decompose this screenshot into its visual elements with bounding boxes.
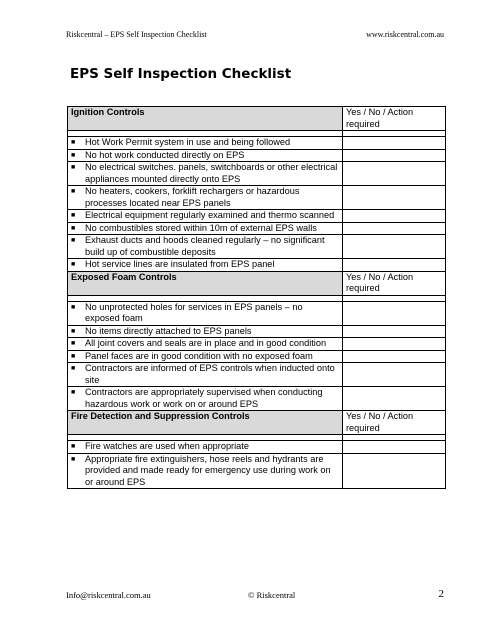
page-number: 2 xyxy=(438,588,444,600)
response-cell[interactable] xyxy=(343,222,446,235)
checklist-item xyxy=(71,454,339,489)
response-cell[interactable] xyxy=(343,325,446,338)
checklist-item-text: Fire watches are used when appropriate xyxy=(85,441,249,451)
checklist-item-cell xyxy=(68,363,343,387)
checklist-item-cell xyxy=(68,149,343,162)
square-bullet-icon: ■ xyxy=(71,237,76,244)
square-bullet-icon: ■ xyxy=(71,365,76,372)
square-bullet-icon: ■ xyxy=(71,139,76,146)
checklist-item-row xyxy=(68,453,446,489)
response-cell[interactable] xyxy=(343,338,446,351)
response-cell[interactable] xyxy=(343,162,446,186)
checklist-item xyxy=(71,302,339,325)
response-cell[interactable] xyxy=(343,301,446,325)
square-bullet-icon: ■ xyxy=(71,303,76,311)
checklist-item-row xyxy=(68,235,446,259)
checklist-item-row xyxy=(68,162,446,186)
square-bullet-icon: ■ xyxy=(71,340,76,347)
square-bullet-icon: ■ xyxy=(71,151,76,159)
checklist-item-row xyxy=(68,137,446,150)
checklist-item-row xyxy=(68,222,446,235)
response-cell[interactable] xyxy=(343,137,446,150)
square-bullet-icon: ■ xyxy=(71,212,76,219)
checklist-item-cell xyxy=(68,186,343,210)
checklist-item xyxy=(71,441,339,453)
response-column-header: Yes / No / Action required xyxy=(343,107,446,131)
square-bullet-icon: ■ xyxy=(71,443,76,450)
checklist-item xyxy=(71,363,339,386)
response-cell[interactable] xyxy=(343,235,446,259)
section-header-row xyxy=(68,107,446,131)
response-cell[interactable] xyxy=(343,453,446,489)
checklist-item-row xyxy=(68,350,446,363)
checklist-item xyxy=(71,223,339,235)
checklist-item-row xyxy=(68,325,446,338)
checklist-item-text: No combustibles stored within 10m of external EPS walls xyxy=(85,222,317,233)
checklist-item-text: No electrical switches. panels, switchboards or other electrical appliances mounted directly onto EPS xyxy=(85,162,338,184)
checklist-item-cell xyxy=(68,441,343,454)
checklist-item xyxy=(71,210,339,222)
footer-email: Info@riskcentral.com.au xyxy=(66,590,151,600)
square-bullet-icon: ■ xyxy=(71,224,76,232)
checklist-item-cell xyxy=(68,235,343,259)
checklist-item-row xyxy=(68,338,446,351)
checklist-table xyxy=(67,106,446,489)
header-website: www.riskcentral.com.au xyxy=(366,30,444,39)
footer-copyright: © Riskcentral xyxy=(248,590,296,600)
checklist-item-cell xyxy=(68,259,343,272)
checklist-item-text: Contractors are appropriately supervised when conducting hazardous work or work on or around EPS xyxy=(85,387,323,409)
section-title: Ignition Controls xyxy=(68,107,343,131)
checklist-item-cell xyxy=(68,210,343,223)
checklist-item-text: Electrical equipment regularly examined and thermo scanned xyxy=(85,210,335,220)
response-cell[interactable] xyxy=(343,210,446,223)
checklist-item-text: Hot Work Permit system in use and being followed xyxy=(85,137,291,147)
header-document-title: Riskcentral – EPS Self Inspection Checklist xyxy=(66,30,207,39)
response-cell[interactable] xyxy=(343,387,446,411)
checklist-item-row xyxy=(68,186,446,210)
square-bullet-icon: ■ xyxy=(71,352,76,360)
response-column-header: Yes / No / Action required xyxy=(343,411,446,435)
checklist-item-cell xyxy=(68,453,343,489)
response-cell[interactable] xyxy=(343,259,446,272)
checklist-item-text: Panel faces are in good condition with no exposed foam xyxy=(85,350,313,361)
checklist-item-row xyxy=(68,363,446,387)
checklist-item xyxy=(71,235,339,258)
checklist-item xyxy=(71,186,339,209)
section-header-row xyxy=(68,411,446,435)
checklist-item-row xyxy=(68,259,446,272)
checklist-item-text: No unprotected holes for services in EPS panels – no exposed foam xyxy=(85,301,303,323)
checklist-item xyxy=(71,137,339,149)
section-title: Fire Detection and Suppression Controls xyxy=(68,411,343,435)
checklist-item-text: Hot service lines are insulated from EPS panel xyxy=(85,259,275,269)
checklist-item-cell xyxy=(68,222,343,235)
square-bullet-icon: ■ xyxy=(71,164,76,171)
section-title: Exposed Foam Controls xyxy=(68,271,343,295)
response-cell[interactable] xyxy=(343,350,446,363)
checklist-item xyxy=(71,338,339,350)
checklist-item-text: Appropriate fire extinguishers, hose reels and hydrants are provided and made ready for emergency use during work on or around EPS xyxy=(85,453,331,487)
checklist-item xyxy=(71,387,339,410)
response-cell[interactable] xyxy=(343,441,446,454)
checklist-item-row xyxy=(68,149,446,162)
checklist-item-text: Exhaust ducts and hoods cleaned regularly – no significant build up of combustible deposits xyxy=(85,235,325,257)
checklist-item-row xyxy=(68,301,446,325)
checklist-item-cell xyxy=(68,137,343,150)
response-column-header: Yes / No / Action required xyxy=(343,271,446,295)
checklist-item xyxy=(71,162,339,185)
checklist-item xyxy=(71,150,339,162)
checklist-item-cell xyxy=(68,325,343,338)
checklist-item-cell xyxy=(68,162,343,186)
checklist-item-text: No items directly attached to EPS panels xyxy=(85,325,252,336)
response-cell[interactable] xyxy=(343,363,446,387)
page-title: EPS Self Inspection Checklist xyxy=(70,66,292,82)
square-bullet-icon: ■ xyxy=(71,389,76,396)
checklist-item xyxy=(71,259,339,271)
response-cell[interactable] xyxy=(343,186,446,210)
square-bullet-icon: ■ xyxy=(71,261,76,268)
checklist-item-text: All joint covers and seals are in place and in good condition xyxy=(85,338,327,348)
checklist-item-row xyxy=(68,210,446,223)
checklist-item-cell xyxy=(68,387,343,411)
checklist-item-cell xyxy=(68,350,343,363)
response-cell[interactable] xyxy=(343,149,446,162)
square-bullet-icon: ■ xyxy=(71,188,76,195)
checklist-item-cell xyxy=(68,301,343,325)
checklist-item-text: No hot work conducted directly on EPS xyxy=(85,149,245,160)
section-header-row xyxy=(68,271,446,295)
checklist-item xyxy=(71,351,339,363)
checklist-item xyxy=(71,326,339,338)
square-bullet-icon: ■ xyxy=(71,327,76,335)
checklist-item-text: Contractors are informed of EPS controls when inducted onto site xyxy=(85,363,335,385)
square-bullet-icon: ■ xyxy=(71,455,76,463)
checklist-item-cell xyxy=(68,338,343,351)
checklist-item-row xyxy=(68,387,446,411)
checklist-item-row xyxy=(68,441,446,454)
checklist-item-text: No heaters, cookers, forklift rechargers or hazardous processes located near EPS panels xyxy=(85,186,300,208)
